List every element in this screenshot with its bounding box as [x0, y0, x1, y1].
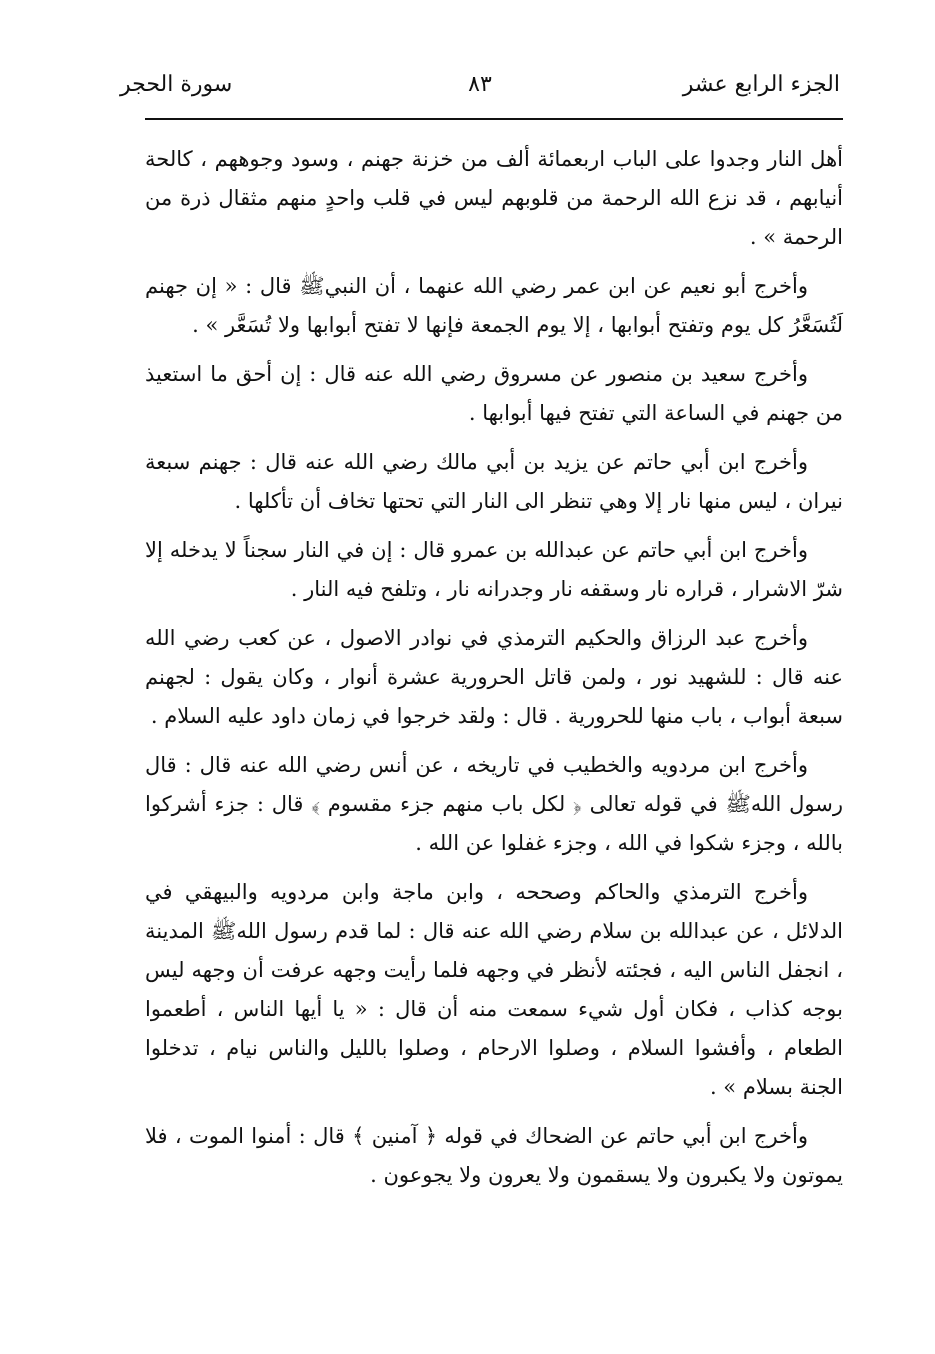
paragraph-1: أهل النار وجدوا على الباب اربعمائة ألف من خزنة جهنم ، وسود وجوههم ، كالحة أنيابهم ، قد نزع الله الرحمة من قلوبهم ليس في قلب واحدٍ منهم مثقال ذرة من الرحمة » . [145, 147, 843, 249]
paragraph-8: وأخرج الترمذي والحاكم وصححه ، وابن ماجة وابن مردويه والبيهقي في الدلائل ، عن عبدالله بن سلام رضي الله عنه قال : لما قدم رسول اللهﷺ المدينة ، انجفل الناس اليه ، فجئته لأنظر في وجهه فلما رأيت وجهه عرفت أن وجهه ليس بوجه كذاب ، فكان أول شيء سمعت منه أن قال : « يا أيها الناس ، أطعموا الطعام ، وأفشوا السلام ، وصلوا الارحام ، وصلوا بالليل والناس نيام ، تدخلوا الجنة بسلام » . [145, 880, 843, 1099]
paragraph-3: وأخرج سعيد بن منصور عن مسروق رضي الله عنه قال : إن أحق ما استعيذ من جهنم في الساعة التي تفتح فيها أبوابها . [145, 362, 843, 425]
page-body [145, 140, 843, 1205]
part-title: الجزء الرابع عشر [682, 72, 840, 97]
paragraph-9: وأخرج ابن أبي حاتم عن الضحاك في قوله ﴿ آمنين ﴾ قال : أمنوا الموت ، فلا يموتون ولا يكبرون ولا يسقمون ولا يعرون ولا يجوعون . [145, 1124, 843, 1187]
paragraph-4: وأخرج ابن أبي حاتم عن يزيد بن أبي مالك رضي الله عنه قال : جهنم سبعة نيران ، ليس منها نار إلا وهي تنظر الى النار التي تحتها تخاف أن تأكلها . [145, 450, 843, 513]
page-number: ٨٣ [468, 72, 492, 97]
header-divider [145, 118, 843, 120]
paragraph-2: وأخرج أبو نعيم عن ابن عمر رضي الله عنهما ، أن النبيﷺ قال : « إن جهنم لَتُسَعَّرُ كل يوم وتفتح أبوابها ، إلا يوم الجمعة فإنها لا تفتح أبوابها ولا تُسَعَّر » . [145, 274, 843, 337]
paragraph-6: وأخرج عبد الرزاق والحكيم الترمذي في نوادر الاصول ، عن كعب رضي الله عنه قال : للشهيد نور ، ولمن قاتل الحرورية عشرة أنوار ، وكان يقول : لجهنم سبعة أبواب ، باب منها للحرورية . قال : ولقد خرجوا في زمان داود عليه السلام . [145, 626, 843, 728]
surah-title: سورة الحجر [120, 72, 233, 97]
running-header [120, 60, 840, 110]
paragraph-7: وأخرج ابن مردويه والخطيب في تاريخه ، عن أنس رضي الله عنه قال : قال رسول اللهﷺ في قوله تعالى ﴿ لكل باب منهم جزء مقسوم ﴾ قال : جزء أشركوا بالله ، وجزء شكوا في الله ، وجزء غفلوا عن الله . [145, 753, 843, 855]
paragraph-5: وأخرج ابن أبي حاتم عن عبدالله بن عمرو قال : إن في النار سجناً لا يدخله إلا شرّ الاشرار ، قراره نار وسقفه نار وجدرانه نار ، وتلفح فيه النار . [145, 538, 843, 601]
